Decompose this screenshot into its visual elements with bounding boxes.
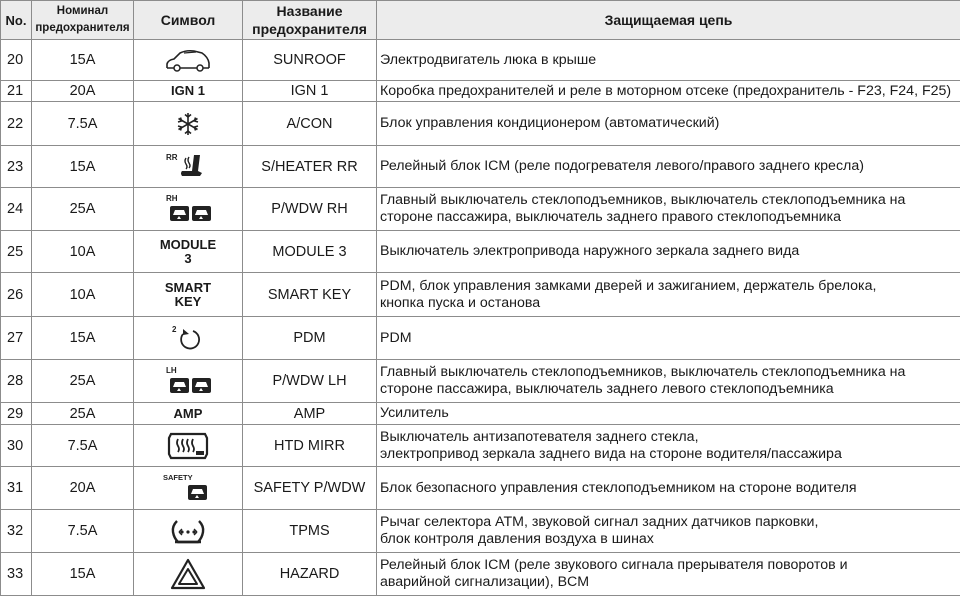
protected-circuit	[377, 360, 960, 403]
circuit-line: Усилитель	[380, 405, 449, 421]
circuit-line: электропривод зеркала заднего вида на стороне водителя/пассажира	[380, 445, 842, 462]
protected-circuit	[377, 317, 960, 360]
symbol-cell	[134, 102, 243, 146]
symbol-cell	[134, 188, 243, 231]
fuse-name: SUNROOF	[243, 40, 377, 81]
safety-window-label: SAFETY	[163, 473, 193, 482]
circuit-line: Электродвигатель люка в крыше	[380, 51, 597, 68]
fuse-number: 31	[1, 467, 32, 510]
symbol-text: SMART	[164, 279, 212, 295]
fuse-number: 23	[1, 146, 32, 188]
table-row	[1, 403, 960, 425]
symbol-cell	[134, 231, 243, 273]
fuse-name: HAZARD	[243, 553, 377, 596]
circuit-line: PDM	[380, 329, 412, 346]
fuse-number: 26	[1, 273, 32, 317]
symbol-cell	[134, 317, 243, 360]
circuit-line: Релейный блок ICM (реле подогревателя левого/правого заднего кресла)	[380, 158, 864, 174]
fuse-number: 33	[1, 553, 32, 596]
fuse-number: 29	[1, 403, 32, 425]
symbol-cell	[134, 146, 243, 188]
circuit-line: Выключатель электропривода наружного зеркала заднего вида	[380, 243, 800, 259]
fuse-rating: 10A	[32, 231, 134, 273]
table-row	[1, 425, 960, 467]
protected-circuit	[377, 146, 960, 188]
header-circuit: Защищаемая цепь	[377, 1, 960, 40]
table-row	[1, 467, 960, 510]
circuit-line: Релейный блок ICM (реле звукового сигнала прерывателя поворотов и	[380, 557, 848, 573]
rear-defrost-icon	[166, 430, 210, 462]
tpms-icon	[168, 515, 208, 547]
fuse-number: 22	[1, 102, 32, 146]
symbol-cell	[134, 425, 243, 467]
fuse-number: 24	[1, 188, 32, 231]
table-row	[1, 553, 960, 596]
fuse-name: AMP	[243, 403, 377, 425]
fuse-name: TPMS	[243, 510, 377, 553]
fuse-rating: 10A	[32, 273, 134, 317]
fuse-number: 21	[1, 81, 32, 102]
power-window-label: LH	[166, 366, 177, 375]
table-row	[1, 146, 960, 188]
fuse-rating: 15A	[32, 146, 134, 188]
fuse-number: 30	[1, 425, 32, 467]
fuse-name: MODULE 3	[243, 231, 377, 273]
symbol-cell	[134, 360, 243, 403]
circuit-line: Главный выключатель стеклоподъемников, выключатель стеклоподъемника на	[380, 192, 906, 208]
fuse-number: 32	[1, 510, 32, 553]
symbol-cell	[134, 403, 243, 425]
fuse-number: 28	[1, 360, 32, 403]
header-rating-line1: Номинал	[56, 5, 109, 17]
protected-circuit	[377, 403, 960, 425]
fuse-rating: 15A	[32, 317, 134, 360]
fuse-rating: 7.5A	[32, 425, 134, 467]
symbol-text: 3	[184, 250, 192, 266]
fuse-rating: 20A	[32, 467, 134, 510]
fuse-name: PDM	[243, 317, 377, 360]
circuit-line: блок контроля давления воздуха в шинах	[380, 531, 654, 547]
header-name	[243, 1, 377, 40]
circuit-line: аварийной сигнализации), BCM	[380, 574, 590, 590]
power-window-icon	[158, 365, 218, 397]
table-row	[1, 273, 960, 317]
symbol-cell	[134, 510, 243, 553]
protected-circuit	[377, 188, 960, 231]
seat-heater-icon	[164, 151, 212, 183]
protected-circuit	[377, 553, 960, 596]
fuse-name: A/CON	[243, 102, 377, 146]
table-row	[1, 360, 960, 403]
fuse-rating: 25A	[32, 403, 134, 425]
symbol-cell	[134, 40, 243, 81]
fuse-rating: 7.5A	[32, 510, 134, 553]
symbol-cell	[134, 553, 243, 596]
power-window-label: RH	[166, 194, 178, 203]
safety-window-icon	[158, 472, 218, 504]
sunroof-icon	[164, 47, 212, 73]
circuit-line: кнопка пуска и останова	[380, 294, 541, 311]
fuse-rating: 25A	[32, 188, 134, 231]
fuse-name: SMART KEY	[243, 273, 377, 317]
protected-circuit	[377, 467, 960, 510]
fuse-name: S/HEATER RR	[243, 146, 377, 188]
pdm-icon	[168, 322, 208, 354]
symbol-text: AMP	[173, 405, 203, 421]
seat-heater-label: RR	[166, 152, 178, 162]
protected-circuit	[377, 273, 960, 317]
circuit-line: стороне пассажира, выключатель заднего левого стеклоподъемника	[380, 381, 834, 397]
symbol-cell	[134, 81, 243, 102]
header-symbol: Символ	[134, 1, 243, 40]
header-rating	[32, 1, 134, 40]
fuse-name: HTD MIRR	[243, 425, 377, 467]
symbol-cell	[134, 467, 243, 510]
header-rating-line2: предохранителя	[35, 22, 130, 34]
fuse-rating: 20A	[32, 81, 134, 102]
fuse-name: SAFETY P/WDW	[243, 467, 377, 510]
circuit-line: Выключатель антизапотевателя заднего стекла,	[380, 428, 699, 445]
circuit-line: Коробка предохранителей и реле в моторном отсеке (предохранитель - F23, F24, F25)	[380, 82, 952, 99]
protected-circuit	[377, 425, 960, 467]
fuse-rating: 7.5A	[32, 102, 134, 146]
header-name-line1: Название	[276, 3, 343, 19]
protected-circuit	[377, 510, 960, 553]
protected-circuit	[377, 81, 960, 102]
fuse-name: P/WDW LH	[243, 360, 377, 403]
header-name-line2: предохранителя	[252, 21, 367, 37]
circuit-line: Блок управления кондиционером (автоматический)	[380, 115, 720, 131]
circuit-line: Блок безопасного управления стеклоподъемником на стороне водителя	[380, 479, 857, 496]
table-row	[1, 81, 960, 102]
symbol-text: MODULE	[159, 236, 217, 252]
fuse-rating: 15A	[32, 553, 134, 596]
protected-circuit	[377, 102, 960, 146]
protected-circuit	[377, 40, 960, 81]
fuse-name: IGN 1	[243, 81, 377, 102]
symbol-text: IGN 1	[171, 83, 205, 98]
circuit-line: Рычаг селектора ATM, звуковой сигнал задних датчиков парковки,	[380, 514, 819, 530]
fuse-number: 20	[1, 40, 32, 81]
table-row	[1, 317, 960, 360]
circuit-line: Главный выключатель стеклоподъемников, выключатель стеклоподъемника на	[380, 364, 906, 380]
symbol-cell	[134, 273, 243, 317]
fuse-name: P/WDW RH	[243, 188, 377, 231]
table-row	[1, 231, 960, 273]
table-row	[1, 40, 960, 81]
symbol-text: KEY	[174, 293, 202, 309]
fuse-number: 27	[1, 317, 32, 360]
header-number: No.	[1, 1, 32, 40]
table-header-row	[1, 1, 960, 40]
table-row	[1, 188, 960, 231]
power-window-icon	[158, 193, 218, 225]
fuse-rating: 25A	[32, 360, 134, 403]
snowflake-icon	[175, 111, 201, 137]
table-row	[1, 102, 960, 146]
hazard-icon	[170, 558, 206, 590]
protected-circuit	[377, 231, 960, 273]
pdm-label: 2	[172, 325, 177, 334]
circuit-line: PDM, блок управления замками дверей и зажиганием, держатель брелока,	[380, 277, 877, 294]
fuse-rating: 15A	[32, 40, 134, 81]
fuse-number: 25	[1, 231, 32, 273]
table-row	[1, 510, 960, 553]
circuit-line: стороне пассажира, выключатель заднего правого стеклоподъемника	[380, 209, 841, 225]
